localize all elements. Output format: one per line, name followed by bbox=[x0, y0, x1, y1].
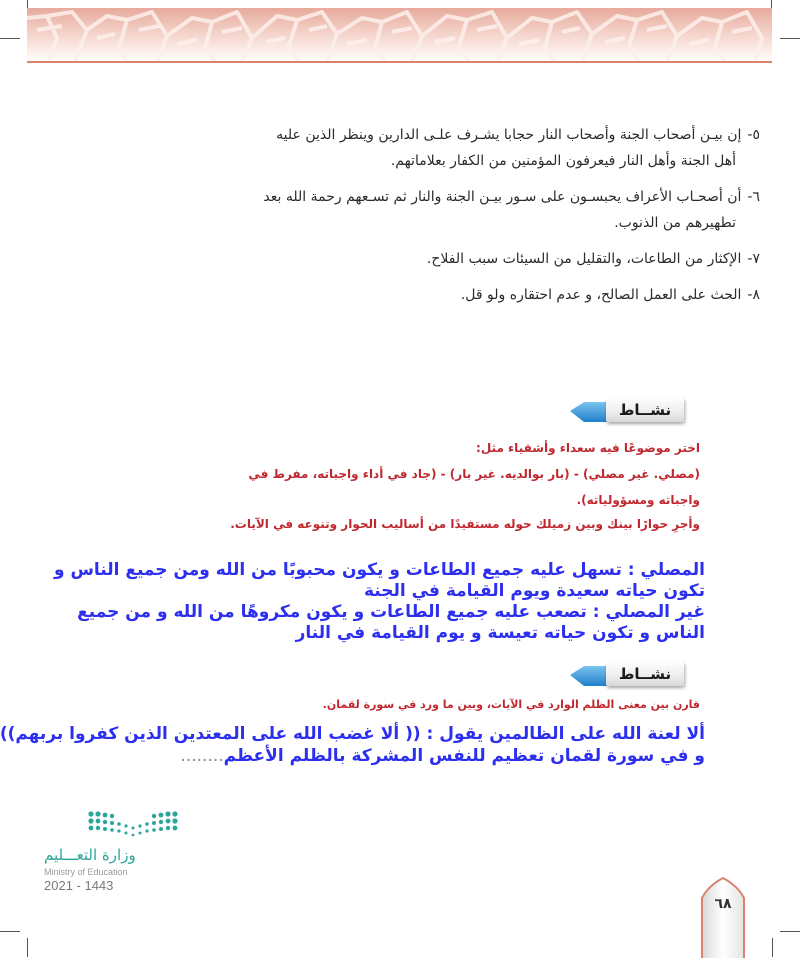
activity-prompt: قارن بين معنى الظلم الوارد في الآيات، وبين ما ورد في سورة لقمان. bbox=[322, 698, 700, 711]
page-number-tab bbox=[700, 876, 746, 958]
conclusions-list bbox=[180, 122, 760, 308]
list-text: أن أصحـاب الأعراف يحبسـون على سـور بيـن الجنة والنار ثم تسـعهم رحمة الله بعد bbox=[263, 189, 742, 205]
activity-badge-label: نشــاط bbox=[606, 662, 684, 686]
activity-badge bbox=[540, 658, 700, 692]
crop-mark bbox=[27, 938, 28, 957]
answer-dots: ........ bbox=[180, 746, 224, 766]
edition-year: 2021 - 1443 bbox=[44, 878, 114, 893]
ministry-logo bbox=[40, 808, 190, 898]
list-text: إن بيـن أصحاب الجنة وأصحاب النار حجابا يشـرف علـى الدارين وينظر الذين عليه bbox=[276, 127, 742, 143]
crop-mark bbox=[780, 38, 800, 39]
crop-mark bbox=[772, 938, 773, 957]
header-rule bbox=[27, 61, 772, 63]
page-number: ٦٨ bbox=[714, 896, 732, 912]
activity-answer: ألا لعنة الله على الظالمين يقول : (( ألا غضب الله على المعتدين الذين كفروا بربهم)) و في سورة لقمان تعظيم للنفس المشركة بالظلم الأعظم........ bbox=[0, 724, 705, 766]
list-item bbox=[180, 122, 760, 174]
list-text: الحث على العمل الصالح، و عدم احتقاره ولو قل. bbox=[460, 287, 742, 303]
geometric-pattern-icon bbox=[27, 8, 772, 62]
activity-prompt: اختر موضوعًا فيه سعداء وأشقياء مثل: (مصلي. غير مصلي) - (بار بوالديه. غير بار) - (جاد في أداء واجباته، مفرط في واجباته ومسؤولياته). وأجرِ حوارًا بينك وبين زميلك حوله مستفيدًا من أساليب الحوار وتنوعه في الآيات. bbox=[230, 441, 700, 531]
activity-answer: المصلي : تسهل عليه جميع الطاعات و يكون محبوبًا من الله ومن جميع الناس و تكون حياته سعيدة ويوم القيامة في الجنة غير المصلي : تصعب عليه جميع الطاعات و يكون مكروهًا من الله و من جميع الناس و تكون حياته تعيسة و يوم القيامة في النار bbox=[53, 560, 705, 643]
list-text: أهل الجنة وأهل النار فيعرفون المؤمنين من الكفار بعلاماتهم. bbox=[390, 153, 736, 169]
list-number: ٧- bbox=[747, 251, 760, 267]
list-item bbox=[180, 246, 760, 272]
ministry-dots-icon bbox=[85, 808, 185, 842]
header-decoration bbox=[27, 8, 772, 62]
list-text: تطهيرهم من الذنوب. bbox=[614, 215, 736, 231]
crop-mark bbox=[0, 38, 20, 39]
list-number: ٥- bbox=[747, 127, 760, 143]
list-text: الإكثار من الطاعات، والتقليل من السيئات سبب الفلاح. bbox=[426, 251, 742, 267]
ministry-name-arabic: وزارة التعـــليم bbox=[44, 846, 136, 864]
activity-badge-label: نشــاط bbox=[606, 398, 684, 422]
list-item bbox=[180, 184, 760, 236]
list-number: ٦- bbox=[747, 189, 760, 205]
arch-tab-icon bbox=[700, 876, 746, 958]
activity-badge bbox=[540, 394, 700, 428]
list-item bbox=[180, 282, 760, 308]
crop-mark bbox=[780, 931, 800, 932]
crop-mark bbox=[0, 931, 20, 932]
list-number: ٨- bbox=[747, 287, 760, 303]
ministry-name-english: Ministry of Education bbox=[44, 867, 128, 877]
